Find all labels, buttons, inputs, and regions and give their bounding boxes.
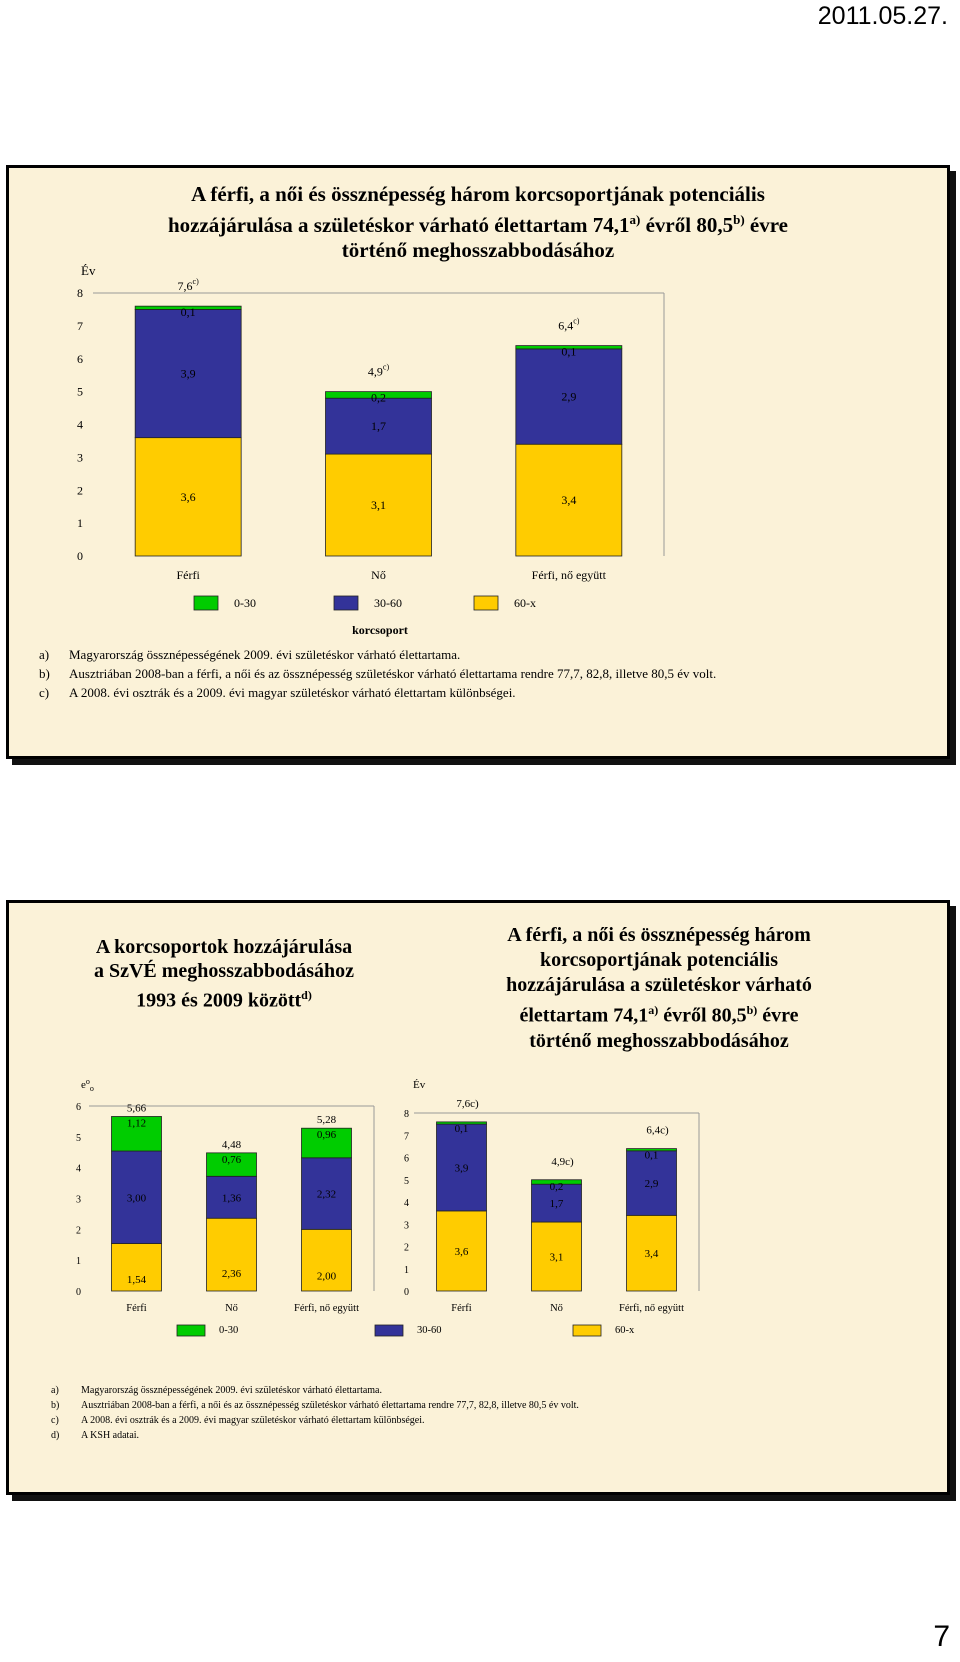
total-label-sup: c)	[382, 362, 390, 372]
note-key: a)	[39, 647, 50, 662]
legend-label: 30-60	[374, 596, 402, 610]
data-label: 3,00	[126, 1192, 147, 1205]
data-label: 3,9	[454, 1162, 469, 1175]
slide1-notes	[39, 645, 919, 702]
category-label: Férfi	[126, 1303, 147, 1314]
category-label: Nő	[550, 1303, 563, 1314]
y-tick-label: 1	[77, 516, 83, 531]
data-label: 0,96	[316, 1129, 337, 1142]
category-label: Nő	[371, 568, 386, 582]
slide2-right-title-line2: korcsoportjának potenciális	[540, 949, 778, 971]
data-label: 3,1	[371, 498, 386, 513]
y-tick-label: 8	[77, 286, 83, 300]
page-number: 7	[933, 1620, 950, 1653]
left-y-axis-title-sub: o	[89, 1084, 94, 1093]
left-y-axis-title-sup: o	[85, 1077, 90, 1086]
slide2-right-title-line3: hozzájárulása a születéskor várható	[506, 974, 812, 996]
note-key: c)	[51, 1415, 59, 1426]
legend-label: 0-30	[234, 596, 256, 610]
legend-label: 30-60	[417, 1325, 442, 1336]
data-label: 0,76	[221, 1153, 242, 1166]
total-label: 4,48	[221, 1138, 242, 1151]
slide1-title-line1: A férfi, a női és össznépesség három korcsoportjának potenciális	[191, 182, 765, 206]
y-tick-label: 6	[76, 1102, 81, 1113]
slide1-title-line2: hozzájárulása a születéskor várható élettartam 74,1$^{a)}$ évről 80,5$^{b)}$ évre	[167, 212, 788, 237]
category-label: Férfi, nő együtt	[618, 1303, 685, 1314]
slide2-left-title-line1: A korcsoportok hozzájárulása	[95, 936, 353, 958]
note-text: A KSH adatai.	[81, 1430, 140, 1441]
slide2-right-title-line4: élettartam 74,1$^{a)}$ évről 80,5$^{b)}$ évre	[519, 1003, 799, 1027]
y-tick-label: 3	[77, 450, 83, 465]
slide-1	[6, 165, 950, 759]
data-label: 0,1	[454, 1122, 469, 1135]
y-tick-label: 5	[404, 1175, 409, 1187]
total-label: 6,4c)	[646, 1124, 669, 1137]
y-tick-label: 4	[76, 1163, 81, 1175]
slide2-right-title-line1: A férfi, a női és össznépesség három	[507, 924, 811, 946]
note-row	[51, 1413, 931, 1428]
slide2-right-title	[409, 923, 909, 1054]
data-label: 3,9	[180, 366, 196, 381]
note-text: Magyarország össznépességének 2009. évi születéskor várható élettartama.	[69, 647, 461, 662]
category-label: Nő	[225, 1303, 238, 1314]
total-label-sup: c)	[573, 316, 580, 326]
legend-swatch-0-30	[177, 1325, 205, 1336]
y-tick-label: 8	[404, 1109, 409, 1120]
data-label: 2,00	[316, 1270, 337, 1283]
y-tick-label: 0	[404, 1287, 409, 1298]
legend-label: 0-30	[219, 1325, 239, 1336]
slide1-title-line3: történő meghosszabbodásához	[341, 238, 615, 262]
total-label: 5,66	[126, 1102, 147, 1115]
data-label: 3,6	[180, 489, 196, 504]
y-tick-label: 4	[404, 1198, 409, 1209]
data-label: 3,1	[549, 1251, 564, 1264]
legend-swatch-60-x	[474, 596, 498, 610]
category-label: Férfi, nő együtt	[293, 1303, 360, 1314]
y-tick-label: 5	[77, 384, 83, 399]
slide2-notes	[51, 1383, 931, 1443]
y-tick-label: 3	[76, 1194, 81, 1206]
y-tick-label: 5	[76, 1132, 81, 1144]
data-label: 1,7	[371, 419, 386, 434]
slide1-title	[9, 182, 947, 263]
y-tick-label: 1	[404, 1264, 409, 1276]
y-tick-label: 6	[77, 351, 83, 366]
y-tick-label: 7	[404, 1131, 409, 1143]
total-label: 4,9c)	[551, 1155, 574, 1168]
data-label: 0,1	[561, 344, 577, 359]
data-label: 1,54	[126, 1274, 147, 1287]
note-key: b)	[39, 666, 50, 681]
total-label: 5,28	[316, 1114, 337, 1127]
y-tick-label: 6	[404, 1153, 409, 1165]
note-text: A 2008. évi osztrák és a 2009. évi magyar születéskor várható élettartam különbségei.	[81, 1415, 425, 1426]
note-row	[51, 1398, 931, 1413]
y-tick-label: 0	[76, 1287, 81, 1298]
header-date: 2011.05.27.	[817, 2, 948, 30]
y-tick-label: 2	[76, 1225, 81, 1237]
slide2-left-title-line2: a SzVÉ meghosszabbodásához	[93, 960, 355, 982]
y-axis-title: Év	[81, 263, 96, 278]
category-label: Férfi	[451, 1303, 472, 1314]
slide2-left-title	[39, 935, 409, 1013]
slide2-right-title-line5: történő meghosszabbodásához	[529, 1029, 789, 1052]
total-label: 4,9$^{c)}$	[367, 362, 390, 379]
slide1-chart	[9, 253, 947, 648]
note-text: Ausztriában 2008-ban a férfi, a női és az össznépesség születéskor várható élettartama rendre 77,7, 82,8, illetve 80,5 év volt.	[81, 1400, 579, 1411]
legend-swatch-30-60	[334, 596, 358, 610]
note-key: a)	[51, 1385, 59, 1396]
y-tick-label: 4	[77, 417, 83, 432]
category-label: Férfi, nő együtt	[531, 568, 606, 582]
data-label: 2,32	[316, 1188, 337, 1201]
slide2-charts	[9, 1071, 947, 1381]
total-label: 6,4$^{c)}$	[558, 316, 580, 333]
note-row	[51, 1383, 931, 1398]
note-text: Magyarország össznépességének 2009. évi születéskor várható élettartama.	[81, 1385, 382, 1396]
note-row	[39, 645, 919, 664]
data-label: 0,1	[180, 305, 196, 320]
left-y-axis-title: $e^o_o$	[81, 1077, 94, 1093]
slide-2	[6, 900, 950, 1495]
slide2-left-title-line3: 1993 és 2009 között$^{d)}$	[136, 988, 312, 1012]
bar-segment-60-x	[207, 1218, 257, 1291]
legend-label: 60-x	[615, 1325, 635, 1336]
data-label: 3,4	[644, 1248, 659, 1261]
data-label: 2,9	[644, 1178, 659, 1191]
y-tick-label: 1	[76, 1256, 81, 1268]
note-key: b)	[51, 1400, 60, 1411]
data-label: 1,12	[126, 1117, 147, 1130]
category-label: Férfi	[176, 568, 200, 582]
note-row	[39, 664, 919, 683]
legend-swatch-30-60	[375, 1325, 403, 1336]
y-tick-label: 2	[77, 483, 83, 498]
data-label: 1,36	[221, 1192, 242, 1205]
total-label-sup: c)	[192, 277, 199, 287]
note-text: Ausztriában 2008-ban a férfi, a női és az össznépesség születéskor várható élettartama rendre 77,7, 82,8, illetve 80,5 év volt.	[69, 666, 717, 681]
note-row	[51, 1428, 931, 1443]
y-tick-label: 0	[77, 549, 83, 563]
data-label: 0,1	[644, 1149, 659, 1162]
note-key: d)	[51, 1430, 60, 1441]
legend-swatch-0-30	[194, 596, 218, 610]
data-label: 0,2	[371, 390, 386, 405]
data-label: 2,9	[561, 389, 577, 404]
note-row	[39, 683, 919, 702]
data-label: 3,4	[561, 493, 577, 508]
legend-label: 60-x	[514, 596, 536, 610]
data-label: 3,6	[454, 1245, 469, 1258]
x-axis-caption: korcsoport	[352, 623, 408, 637]
data-label: 2,36	[221, 1267, 242, 1280]
data-label: 0,2	[549, 1180, 564, 1193]
y-tick-label: 7	[77, 318, 83, 333]
data-label: 1,7	[549, 1198, 564, 1211]
y-tick-label: 2	[404, 1242, 409, 1254]
note-key: c)	[39, 685, 50, 700]
right-y-axis-title: Év	[413, 1079, 426, 1091]
legend-swatch-60-x	[573, 1325, 601, 1336]
note-text: A 2008. évi osztrák és a 2009. évi magyar születéskor várható élettartam különbségei.	[69, 685, 516, 700]
total-label: 7,6$^{c)}$	[177, 277, 199, 294]
total-label: 7,6c)	[456, 1097, 479, 1110]
y-tick-label: 3	[404, 1220, 409, 1232]
